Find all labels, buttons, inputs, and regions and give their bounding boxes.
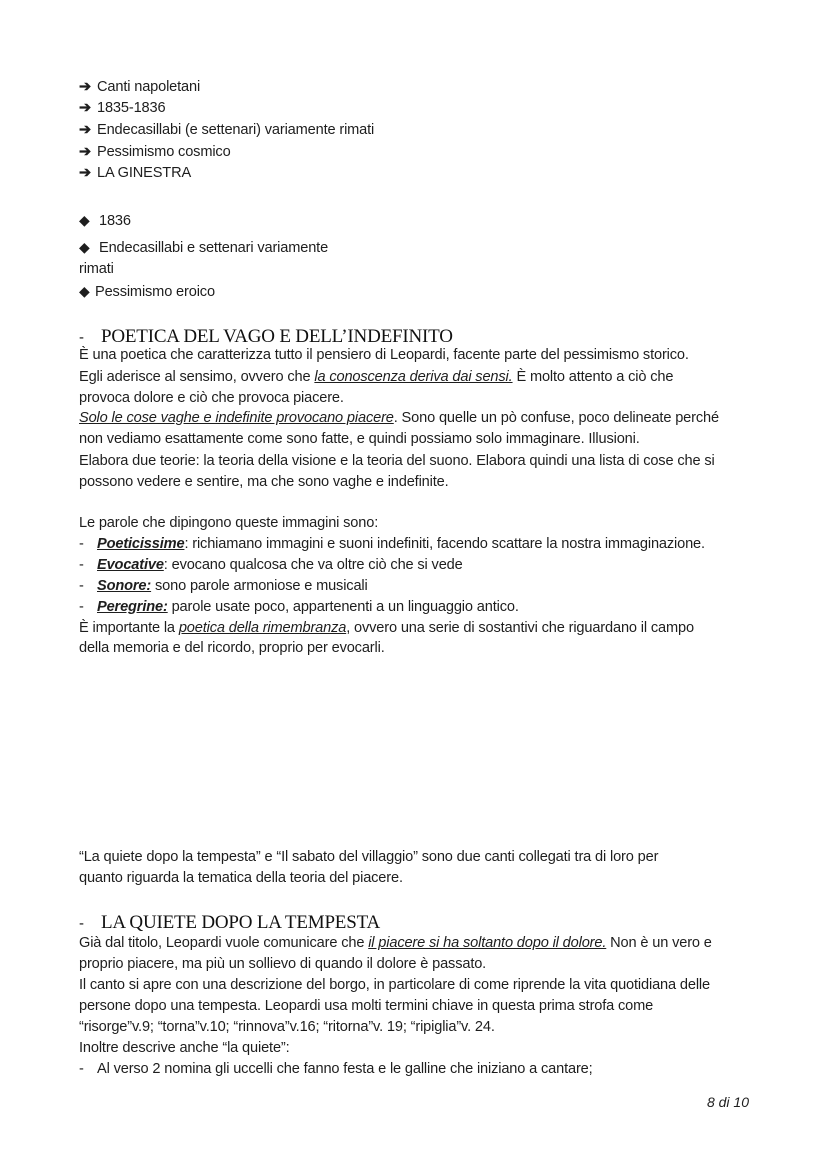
diamond-list-item — [79, 281, 215, 302]
term: Peregrine: — [97, 599, 168, 615]
list-text: LA GINESTRA — [97, 165, 192, 181]
arrow-right-icon: ➔ — [79, 100, 92, 116]
text: . Sono quelle un pò confuse, poco delineate perché — [393, 410, 719, 426]
arrow-right-icon: ➔ — [79, 165, 92, 181]
paragraph-line: È una poetica che caratterizza tutto il pensiero di Leopardi, facente parte del pessimismo storico. — [79, 347, 689, 363]
arrow-right-icon: ➔ — [79, 79, 92, 95]
paragraph-line: Inoltre descrive anche “la quiete”: — [79, 1040, 290, 1056]
diamond-list-item — [79, 210, 131, 231]
paragraph-line — [79, 408, 719, 428]
paragraph-line: Il canto si apre con una descrizione del borgo, in particolare di come riprende la vita quotidiana delle — [79, 977, 710, 993]
paragraph-line: provoca dolore e ciò che provoca piacere. — [79, 390, 344, 406]
paragraph-line: “risorge”v.9; “torna”v.10; “rinnova”v.16; “ritorna”v. 19; “ripiglia”v. 24. — [79, 1019, 495, 1035]
arrow-list-item — [79, 163, 191, 183]
separator: : — [184, 536, 189, 552]
paragraph-line — [79, 618, 694, 638]
term: Evocative — [97, 557, 164, 573]
dash-bullet-icon: - — [79, 1061, 84, 1077]
dash-bullet-icon: - — [79, 329, 84, 346]
paragraph-line: Elabora due teorie: la teoria della visione e la teoria del suono. Elabora quindi una lista di cose che si — [79, 453, 715, 469]
dash-bullet-icon: - — [79, 557, 84, 573]
emphasis-text: la conoscenza deriva dai sensi. — [314, 369, 513, 385]
term: Poeticissime — [97, 536, 185, 552]
dash-bullet-icon: - — [79, 536, 84, 552]
diamond-bullet-icon: ◆ — [79, 212, 90, 228]
separator: : — [163, 557, 168, 573]
arrow-right-icon: ➔ — [79, 144, 92, 160]
list-text: Pessimismo cosmico — [97, 144, 231, 160]
arrow-list-item — [79, 98, 165, 118]
paragraph-line: “La quiete dopo la tempesta” e “Il sabato del villaggio” sono due canti collegati tra di loro per — [79, 849, 659, 865]
list-text: Al verso 2 nomina gli uccelli che fanno festa e le galline che iniziano a cantare; — [97, 1061, 593, 1077]
list-text: 1836 — [99, 213, 131, 229]
dash-bullet-icon: - — [79, 578, 84, 594]
term-description: sono parole armoniose e musicali — [151, 578, 368, 594]
text: Egli aderisce al sensimo, ovvero che — [79, 369, 315, 385]
term-description: evocano qualcosa che va oltre ciò che si vede — [167, 557, 463, 573]
term-list-item — [79, 555, 463, 575]
arrow-right-icon: ➔ — [79, 122, 92, 138]
text: Già dal titolo, Leopardi vuole comunicare che — [79, 935, 369, 951]
emphasis-text: il piacere si ha soltanto dopo il dolore. — [368, 935, 607, 951]
diamond-bullet-icon: ◆ — [79, 283, 90, 299]
term-list-item — [79, 534, 705, 554]
list-text: Canti napoletani — [97, 79, 201, 95]
text: , ovvero una serie di sostantivi che riguardano il campo — [346, 620, 694, 636]
paragraph-line: possono vedere e sentire, ma che sono vaghe e indefinite. — [79, 474, 449, 490]
text: Non è un vero e — [606, 935, 712, 951]
heading-text: POETICA DEL VAGO E DELL’INDEFINITO — [101, 326, 453, 347]
section-heading — [79, 912, 380, 935]
paragraph-line — [79, 367, 673, 387]
text: È importante la — [79, 620, 179, 636]
arrow-list-item — [79, 120, 374, 140]
term-list-item — [79, 597, 519, 617]
diamond-list-item — [79, 237, 328, 258]
paragraph-line: persone dopo una tempesta. Leopardi usa molti termini chiave in questa prima strofa come — [79, 998, 654, 1014]
arrow-list-item — [79, 77, 200, 97]
list-text: Endecasillabi (e settenari) variamente rimati — [97, 122, 375, 138]
paragraph-line — [79, 933, 712, 953]
term-list-item — [79, 576, 368, 596]
list-text: Pessimismo eroico — [95, 284, 215, 300]
term: Sonore: — [97, 578, 152, 594]
paragraph-line: proprio piacere, ma più un sollievo di quando il dolore è passato. — [79, 956, 487, 972]
term-description: parole usate poco, appartenenti a un linguaggio antico. — [167, 599, 519, 615]
dash-bullet-icon: - — [79, 915, 84, 932]
list-item — [79, 1059, 593, 1079]
paragraph-line: della memoria e del ricordo, proprio per evocarli. — [79, 640, 385, 656]
paragraph-line: Le parole che dipingono queste immagini sono: — [79, 515, 379, 531]
arrow-list-item — [79, 142, 231, 162]
text: È molto attento a ciò che — [512, 369, 674, 385]
diamond-bullet-icon: ◆ — [79, 239, 90, 255]
list-text-continuation: rimati — [79, 261, 114, 277]
dash-bullet-icon: - — [79, 599, 84, 615]
heading-text: LA QUIETE DOPO LA TEMPESTA — [101, 912, 380, 933]
list-text: Endecasillabi e settenari variamente — [99, 240, 329, 256]
term-description: richiamano immagini e suoni indefiniti, facendo scattare la nostra immaginazione. — [188, 536, 705, 552]
list-text: 1835-1836 — [97, 100, 166, 116]
paragraph-line: quanto riguarda la tematica della teoria del piacere. — [79, 870, 403, 886]
paragraph-line: non vediamo esattamente come sono fatte, e quindi possiamo solo immaginare. Illusioni. — [79, 431, 640, 447]
emphasis-text: poetica della rimembranza — [178, 620, 347, 636]
page-number: 8 di 10 — [706, 1094, 749, 1110]
emphasis-text: Solo le cose vaghe e indefinite provocano piacere — [79, 410, 394, 426]
